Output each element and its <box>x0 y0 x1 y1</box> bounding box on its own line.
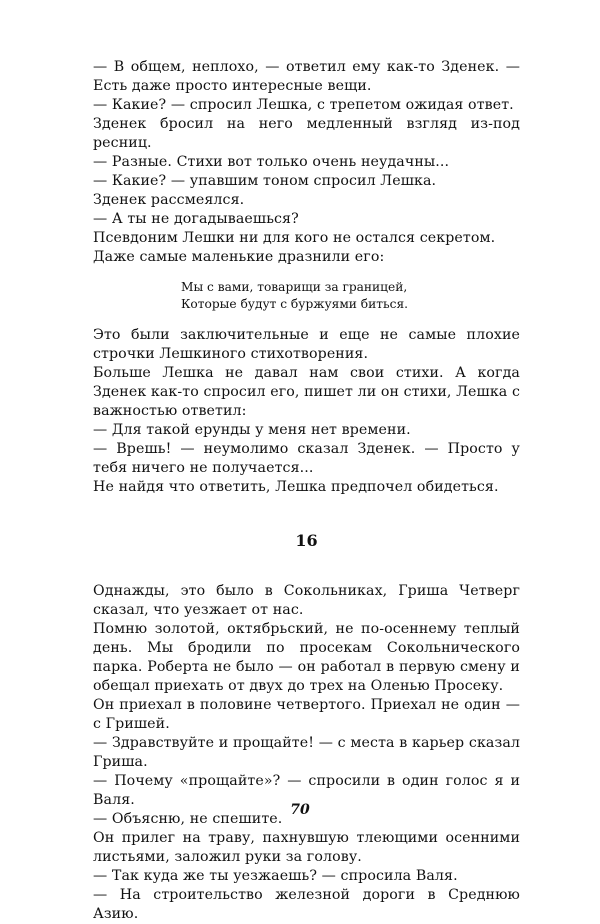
paragraph: — Так куда же ты уезжаешь? — спросила Валя. <box>93 868 458 884</box>
paragraph: Псевдоним Лешки ни для кого не остался секретом. <box>93 230 496 246</box>
paragraph: Помню золотой, октябрьский, не по-осеннему теплый день. Мы бродили по просекам Сокольнического парка. Роберта не было — он работал в первую смену и обещал приехать от двух до трех на Оленью Просеку. <box>93 621 520 694</box>
paragraph: — На строительство железной дороги в Среднюю Азию. <box>93 887 520 922</box>
paragraph: Это были заключительные и еще не самые плохие строчки Лешкиного стихотворения. <box>93 327 520 362</box>
poem-quote <box>181 279 520 312</box>
paragraph: — В общем, неплохо, — ответил ему как-то Зденек. — Есть даже просто интересные вещи. <box>93 59 520 94</box>
page-number: 70 <box>290 802 310 818</box>
paragraph: Даже самые маленькие дразнили его: <box>93 249 385 265</box>
poem-line: Мы с вами, товарищи за границей, <box>181 280 408 294</box>
paragraph: Зденек рассмеялся. <box>93 192 245 208</box>
paragraph: — Объясню, не спешите. <box>93 811 283 827</box>
paragraph: — Врешь! — неумолимо сказал Зденек. — Просто у тебя ничего не получается... <box>93 441 520 476</box>
paragraph: — Какие? — упавшим тоном спросил Лешка. <box>93 173 437 189</box>
paragraph: — А ты не догадываешься? <box>93 211 299 227</box>
paragraph: — Какие? — спросил Лешка, с трепетом ожидая ответ. <box>93 97 514 113</box>
text-block-bottom <box>93 582 520 924</box>
paragraph: Зденек бросил на него медленный взгляд из-под ресниц. <box>93 116 520 151</box>
paragraph: Он приехал в половине четвертого. Приехал не один — с Гришей. <box>93 697 520 732</box>
paragraph: — Здравствуйте и прощайте! — с места в карьер сказал Гриша. <box>93 735 520 770</box>
text-block-top <box>93 58 520 267</box>
paragraph: Он прилег на траву, пахнувшую тлеющими осенними листьями, заложил руки за голову. <box>93 830 520 865</box>
chapter-heading: 16 <box>295 531 318 550</box>
poem-line: Которые будут с буржуями биться. <box>181 296 409 311</box>
paragraph: — Для такой ерунды у меня нет времени. <box>93 422 411 438</box>
text-block-middle <box>93 326 520 497</box>
paragraph: Не найдя что ответить, Лешка предпочел обидеться. <box>93 479 499 495</box>
paragraph: Больше Лешка не давал нам свои стихи. А когда Зденек как-то спросил его, пишет ли он стихи, Лешка с важностью ответил: <box>93 365 521 419</box>
paragraph: — Разные. Стихи вот только очень неудачны... <box>93 154 450 170</box>
paragraph: Однажды, это было в Сокольниках, Гриша Четверг сказал, что уезжает от нас. <box>93 583 520 618</box>
paragraph: — Почему «прощайте»? — спросили в один голос я и Валя. <box>93 773 520 808</box>
